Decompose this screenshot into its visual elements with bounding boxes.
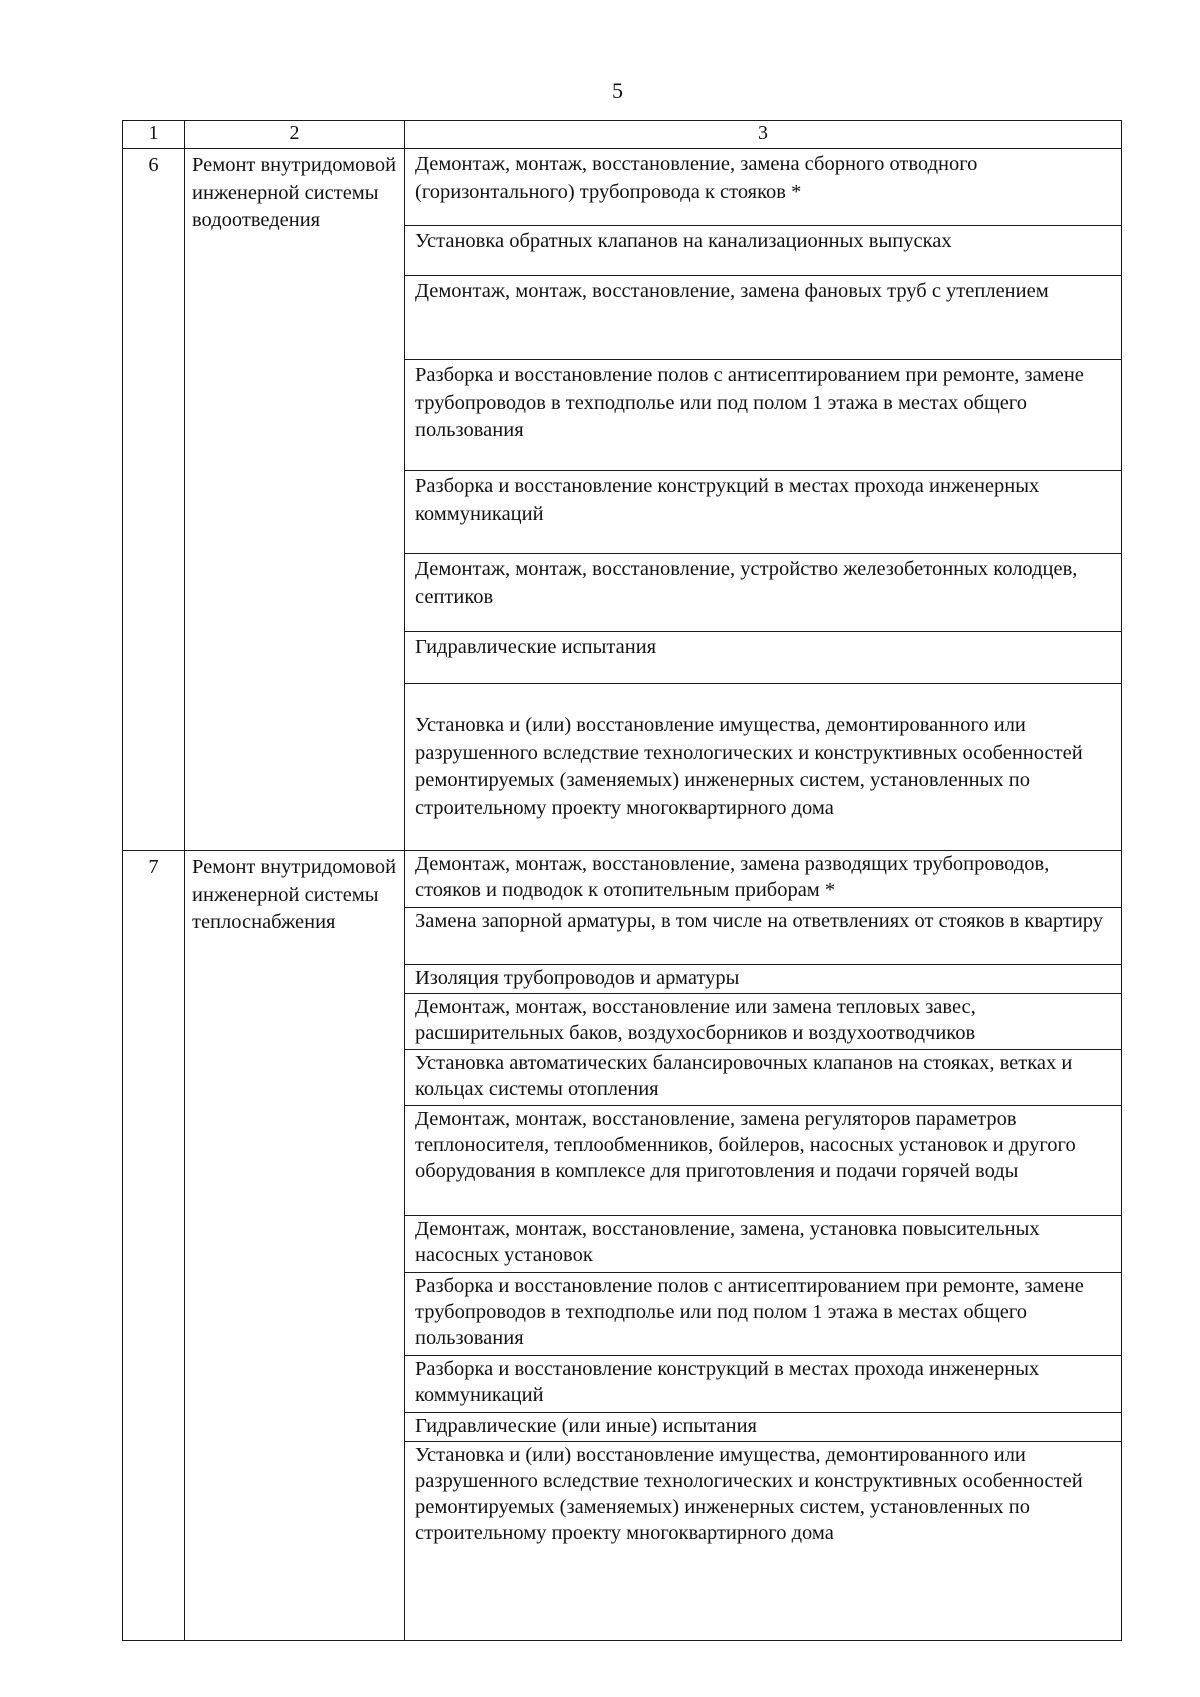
table-row <box>123 149 1122 851</box>
work-item: Демонтаж, монтаж, восстановление или замена тепловых завес, расширительных баков, воздухосборников и воздухоотводчиков <box>405 994 1121 1050</box>
table-header-row <box>123 121 1122 149</box>
work-item: Установка и (или) восстановление имущества, демонтированного или разрушенного вследствие технологических и конструктивных особенностей ремонтируемых (заменяемых) инженерных систем, установленных по строительному проекту многоквартирного дома <box>415 1444 1083 1544</box>
work-item: Разборка и восстановление конструкций в местах прохода инженерных коммуникаций <box>405 471 1121 554</box>
work-item: Демонтаж, монтаж, восстановление, замена регуляторов параметров теплоносителя, теплообменников, бойлеров, насосных установок и другого оборудования в комплексе для приготовления и подачи горячей воды <box>405 1106 1121 1216</box>
section-name: Ремонт внутридомовой инженерной системы водоотведения <box>185 149 405 851</box>
work-item: Разборка и восстановление полов с антисептированием при ремонте, замене трубопроводов в техподполье или под полом 1 этажа в местах общего пользования <box>405 1273 1121 1356</box>
section-works <box>405 149 1122 851</box>
work-item: Разборка и восстановление конструкций в местах прохода инженерных коммуникаций <box>405 1356 1121 1413</box>
work-list <box>405 149 1121 850</box>
header-col-1: 1 <box>123 121 185 149</box>
work-item: Демонтаж, монтаж, восстановление, замена сборного отводного (горизонтального) трубопровода к стояков * <box>405 149 1121 226</box>
work-list <box>405 851 1121 1640</box>
page-number: 5 <box>612 78 623 103</box>
works-table <box>122 120 1122 1641</box>
work-item: Установка автоматических балансировочных клапанов на стояках, ветках и кольцах системы отопления <box>405 1050 1121 1106</box>
work-item: Демонтаж, монтаж, восстановление, замена, установка повысительных насосных установок <box>405 1216 1121 1273</box>
section-number: 7 <box>123 851 185 1641</box>
work-item: Демонтаж, монтаж, восстановление, замена фановых труб с утеплением <box>405 276 1121 360</box>
work-item: Разборка и восстановление полов с антисептированием при ремонте, замене трубопроводов в техподполье или под полом 1 этажа в местах общего пользования <box>405 360 1121 471</box>
work-item: Изоляция трубопроводов и арматуры <box>405 965 1121 994</box>
work-item: Демонтаж, монтаж, восстановление, устройство железобетонных колодцев, септиков <box>405 554 1121 632</box>
work-item: Гидравлические испытания <box>405 632 1121 684</box>
work-item: Гидравлические (или иные) испытания <box>405 1413 1121 1442</box>
table-row <box>123 851 1122 1641</box>
work-item: Замена запорной арматуры, в том числе на ответвлениях от стояков в квартиру <box>405 908 1121 965</box>
header-col-2: 2 <box>185 121 405 149</box>
section-name: Ремонт внутридомовой инженерной системы теплоснабжения <box>185 851 405 1641</box>
section-works <box>405 851 1122 1641</box>
section-number: 6 <box>123 149 185 851</box>
header-col-3: 3 <box>405 121 1122 149</box>
work-item: Демонтаж, монтаж, восстановление, замена разводящих трубопроводов, стояков и подводок к отопительным приборам * <box>405 851 1121 908</box>
work-item: Установка и (или) восстановление имущества, демонтированного или разрушенного вследствие технологических и конструктивных особенностей ремонтируемых (заменяемых) инженерных систем, установленных по строительному проекту многоквартирного дома <box>415 714 1083 819</box>
work-item: Установка обратных клапанов на канализационных выпусках <box>405 226 1121 276</box>
